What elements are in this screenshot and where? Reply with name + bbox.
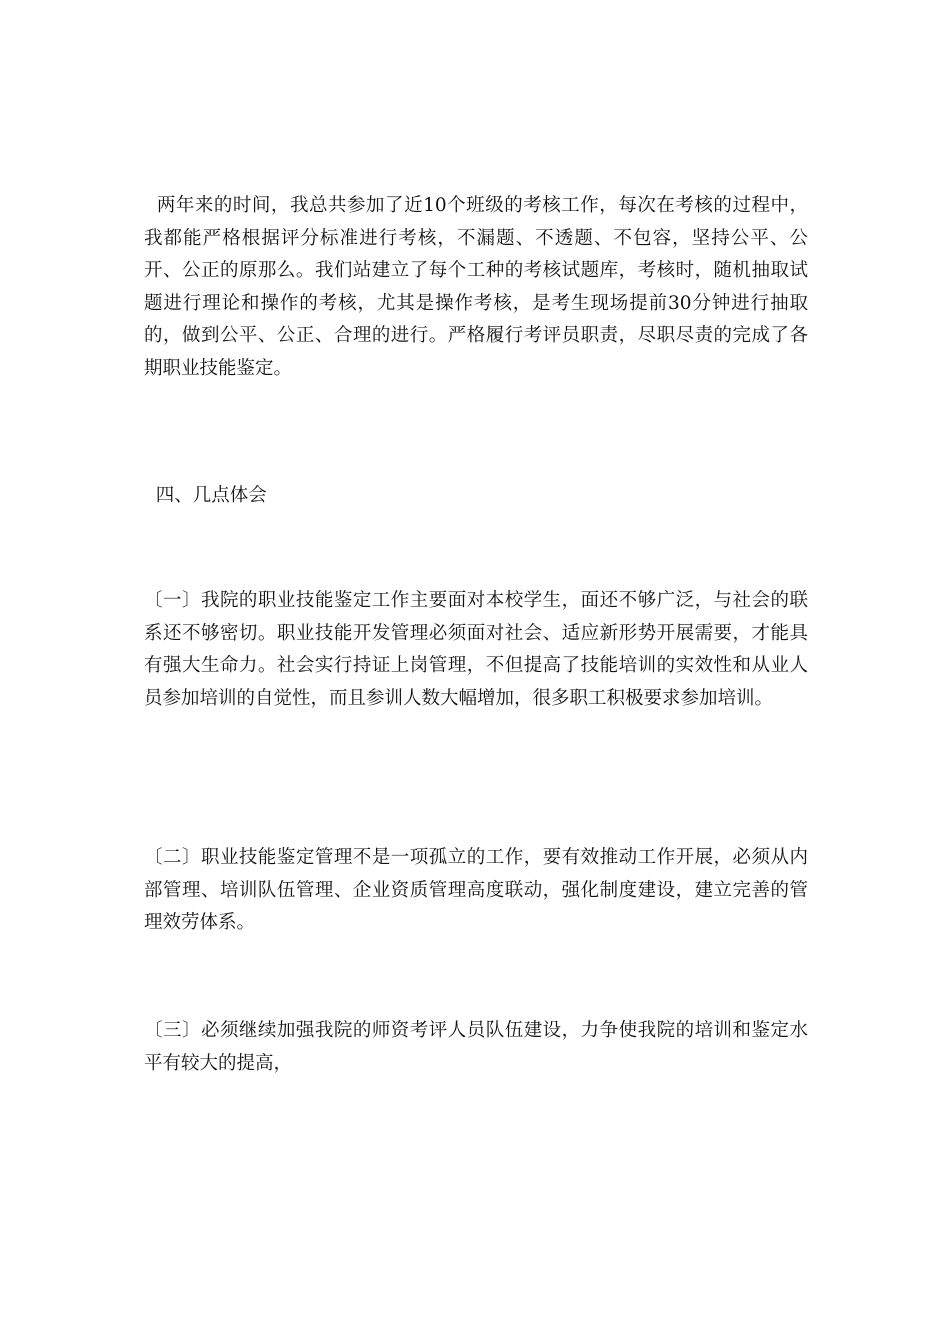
paragraph-point-one: 〔一〕我院的职业技能鉴定工作主要面对本校学生，面还不够广泛，与社会的联系还不够密切。职业技能开发管理必须面对社会、适应新形势开展需要，才能具有强大生命力。社会实行持证上岗管理，不但提高了技能培训的实效性和从业人员参加培训的自觉性，而且参训人数大幅增加，很多职工积极要求参加培训。 bbox=[144, 590, 808, 709]
paragraph-point-three: 〔三〕必须继续加强我院的师资考评人员队伍建设，力争使我院的培训和鉴定水平有较大的提高， bbox=[144, 1020, 808, 1074]
paragraph-point-two: 〔二〕职业技能鉴定管理不是一项孤立的工作，要有效推动工作开展，必须从内部管理、培训队伍管理、企业资质管理高度联动，强化制度建设，建立完善的管理效劳体系。 bbox=[144, 847, 808, 933]
paragraph-assessment-work: 两年来的时间，我总共参加了近10个班级的考核工作，每次在考核的过程中，我都能严格根据评分标准进行考核，不漏题、不透题、不包容，坚持公平、公开、公正的原那么。我们站建立了每个工种的考核试题库，考核时，随机抽取试题进行理论和操作的考核，尤其是操作考核，是考生现场提前30分钟进行抽取的，做到公平、公正、合理的进行。严格履行考评员职责，尽职尽责的完成了各期职业技能鉴定。 bbox=[144, 195, 809, 379]
section-heading-reflections: 四、几点体会 bbox=[144, 485, 267, 506]
